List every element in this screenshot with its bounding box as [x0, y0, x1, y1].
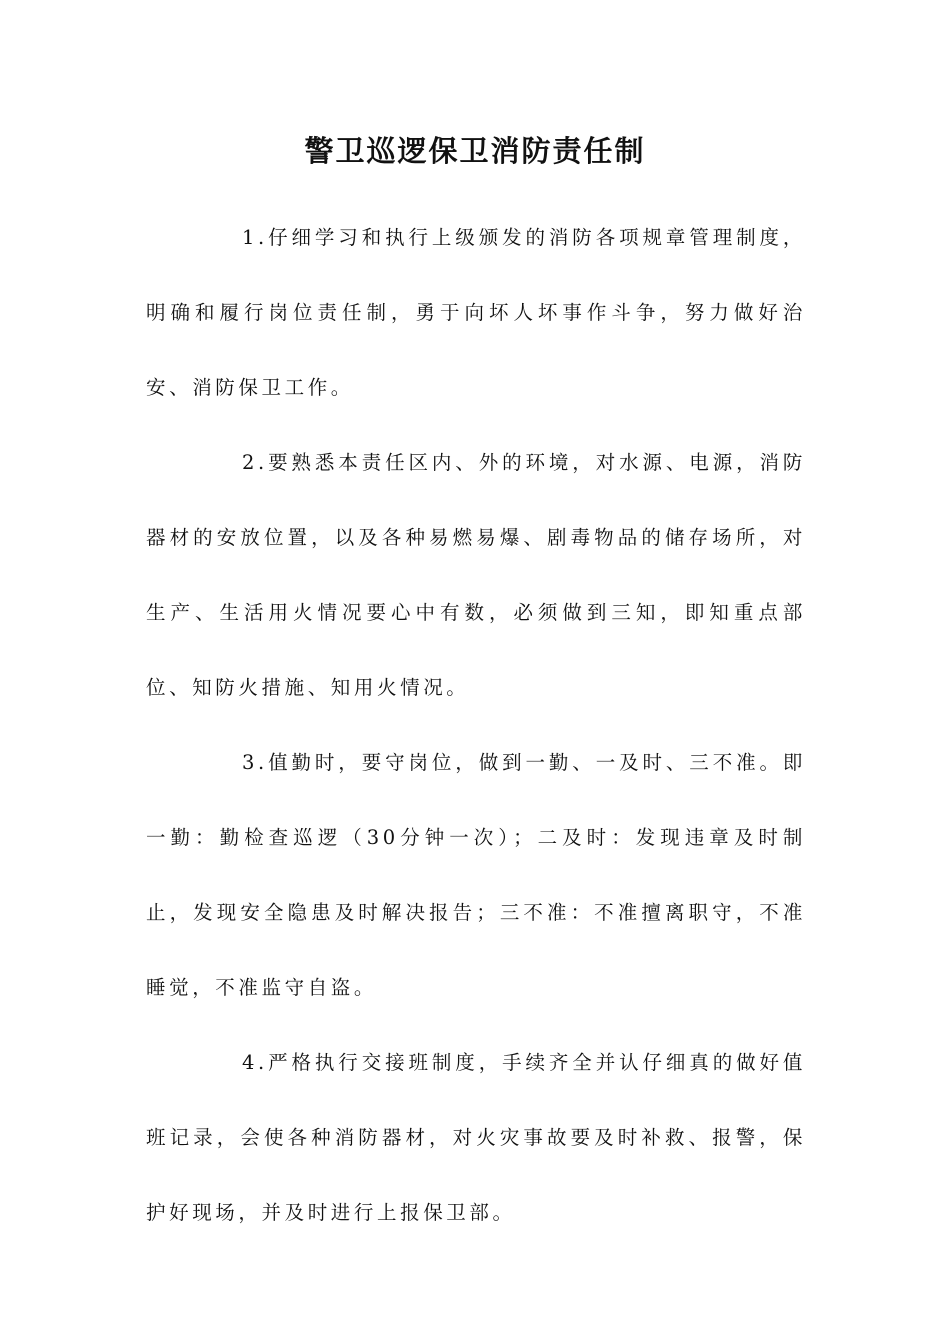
- clause-2: [146, 425, 806, 725]
- document-body: [146, 200, 806, 1250]
- clause-3: [146, 725, 806, 1025]
- document-title: 警卫巡逻保卫消防责任制: [304, 134, 646, 168]
- clause-text: 严格执行交接班制度，手续齐全并认仔细真的做好值班记录，会使各种消防器材，对火灾事故要及时补救、报警，保护好现场，并及时进行上报保卫部。: [146, 1051, 806, 1224]
- clause-number: 1.: [242, 226, 268, 249]
- clause-text: 值勤时，要守岗位，做到一勤、一及时、三不准。即一勤：勤检查巡逻（30分钟一次）；二及时：发现违章及时制止，发现安全隐患及时解决报告；三不准：不准擅离职守，不准睡觉，不准监守自盗。: [146, 751, 806, 999]
- clause-number: 3.: [242, 751, 268, 774]
- clause-number: 4.: [242, 1051, 268, 1074]
- clause-number: 2.: [242, 451, 268, 474]
- clause-4: [146, 1025, 806, 1250]
- clause-text: 仔细学习和执行上级颁发的消防各项规章管理制度，明确和履行岗位责任制，勇于向坏人坏事作斗争，努力做好治安、消防保卫工作。: [146, 226, 806, 399]
- clause-text: 要熟悉本责任区内、外的环境，对水源、电源，消防器材的安放位置，以及各种易燃易爆、剧毒物品的储存场所，对生产、生活用火情况要心中有数，必须做到三知，即知重点部位、知防火措施、知用火情况。: [146, 451, 806, 699]
- clause-1: [146, 200, 806, 425]
